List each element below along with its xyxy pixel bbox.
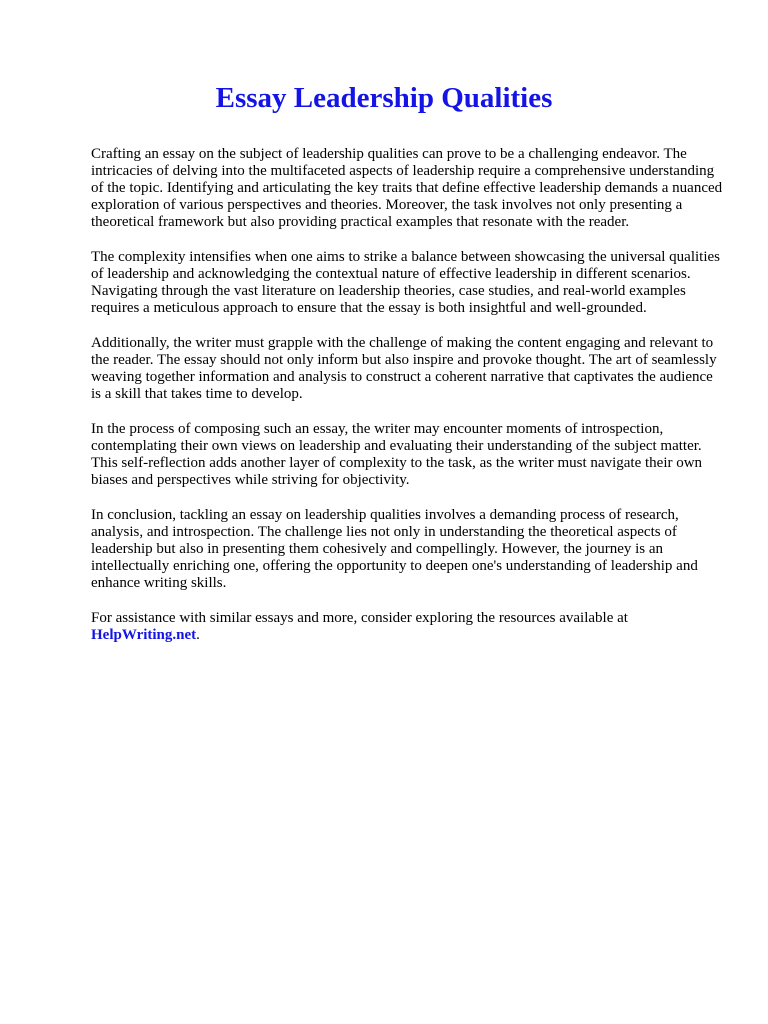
paragraph-1: Crafting an essay on the subject of leadership qualities can prove to be a challenging endeavor. The intricacies of delving into the multifaceted aspects of leadership require a comprehensive understanding of the topic. Identifying and articulating the key traits that define effective leadership demands a nuanced exploration of various perspectives and theories. Moreover, the task involves not only presenting a theoretical framework but also providing practical examples that resonate with the reader. [91, 146, 723, 230]
footer-period: . [196, 627, 200, 643]
page-title: Essay Leadership Qualities [215, 82, 553, 114]
paragraph-5: In conclusion, tackling an essay on leadership qualities involves a demanding process of research, analysis, and introspection. The challenge lies not only in understanding the theoretical aspects of leadership but also in presenting them cohesively and compellingly. However, the journey is an intellectually enriching one, offering the opportunity to deepen one's understanding of leadership and enhance writing skills. [91, 507, 698, 591]
footer-paragraph [91, 610, 723, 644]
footer-text: For assistance with similar essays and more, consider exploring the resources available at [91, 610, 628, 626]
paragraph-4: In the process of composing such an essay, the writer may encounter moments of introspection, contemplating their own views on leadership and evaluating their understanding of the subject matter. This self-reflection adds another layer of complexity to the task, as the writer must navigate their own biases and perspectives while striving for objectivity. [91, 421, 703, 488]
paragraph-3: Additionally, the writer must grapple with the challenge of making the content engaging and relevant to the reader. The essay should not only inform but also inspire and provoke thought. The art of seamlessly weaving together information and analysis to construct a coherent narrative that captivates the audience is a skill that takes time to develop. [91, 335, 717, 402]
document-body [91, 146, 723, 644]
paragraph-2: The complexity intensifies when one aims to strike a balance between showcasing the universal qualities of leadership and acknowledging the contextual nature of effective leadership in different scenarios. Navigating through the vast literature on leadership theories, case studies, and real-world examples requires a meticulous approach to ensure that the essay is both insightful and well-grounded. [91, 249, 720, 316]
helpwriting-link[interactable]: HelpWriting.net [91, 627, 197, 643]
